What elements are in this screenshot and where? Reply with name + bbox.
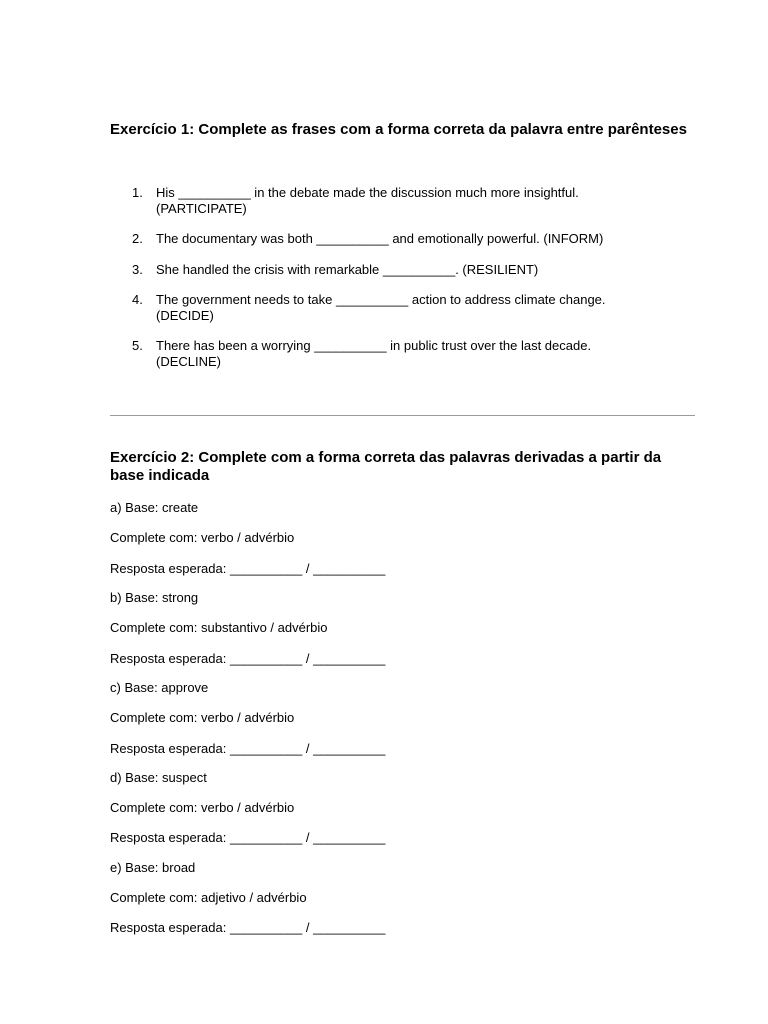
list-item	[110, 292, 670, 323]
item-number: 5.	[132, 338, 143, 353]
item-text-line-1: There has been a worrying __________ in public trust over the last decade.	[156, 338, 592, 353]
answer-line-b: Resposta esperada: __________ / __________	[110, 651, 386, 666]
exercise-2-title: Exercício 2: Complete com a forma correta das palavras derivadas a partir da base indicada	[110, 449, 662, 484]
item-text-line-1: She handled the crisis with remarkable __________. (RESILIENT)	[156, 261, 539, 277]
base-line-d: d) Base: suspect	[110, 770, 207, 785]
item-text-line-1: His __________ in the debate made the discussion much more insightful.	[156, 185, 579, 200]
base-line-e: e) Base: broad	[110, 860, 196, 875]
complete-line-d: Complete com: verbo / advérbio	[110, 800, 295, 815]
complete-line-b: Complete com: substantivo / advérbio	[110, 620, 328, 635]
base-line-c: c) Base: approve	[110, 680, 209, 695]
item-text-line-2: (DECIDE)	[156, 307, 214, 323]
item-text-line-2: (PARTICIPATE)	[156, 200, 247, 216]
item-number: 3.	[132, 261, 143, 277]
list-item	[110, 338, 670, 369]
item-number: 1.	[132, 185, 143, 200]
answer-line-d: Resposta esperada: __________ / __________	[110, 830, 386, 845]
item-number: 2.	[132, 231, 143, 246]
section-divider	[110, 415, 695, 416]
base-line-a: a) Base: create	[110, 500, 199, 515]
item-number: 4.	[132, 292, 143, 307]
complete-line-c: Complete com: verbo / advérbio	[110, 710, 295, 725]
complete-line-e: Complete com: adjetivo / advérbio	[110, 890, 307, 905]
list-item	[110, 185, 670, 216]
answer-line-e: Resposta esperada: __________ / __________	[110, 920, 386, 935]
exercise-1-title: Exercício 1: Complete as frases com a forma correta da palavra entre parênteses	[110, 121, 687, 138]
base-line-b: b) Base: strong	[110, 590, 199, 605]
complete-line-a: Complete com: verbo / advérbio	[110, 530, 295, 545]
answer-line-a: Resposta esperada: __________ / __________	[110, 561, 386, 576]
list-item	[110, 262, 670, 278]
item-text-line-2: (DECLINE)	[156, 353, 222, 369]
answer-line-c: Resposta esperada: __________ / __________	[110, 741, 386, 756]
list-item	[110, 231, 670, 247]
item-text-line-1: The documentary was both __________ and emotionally powerful. (INFORM)	[156, 231, 604, 246]
item-text-line-1: The government needs to take __________ action to address climate change.	[156, 292, 606, 307]
exercise-1-list	[110, 185, 670, 384]
